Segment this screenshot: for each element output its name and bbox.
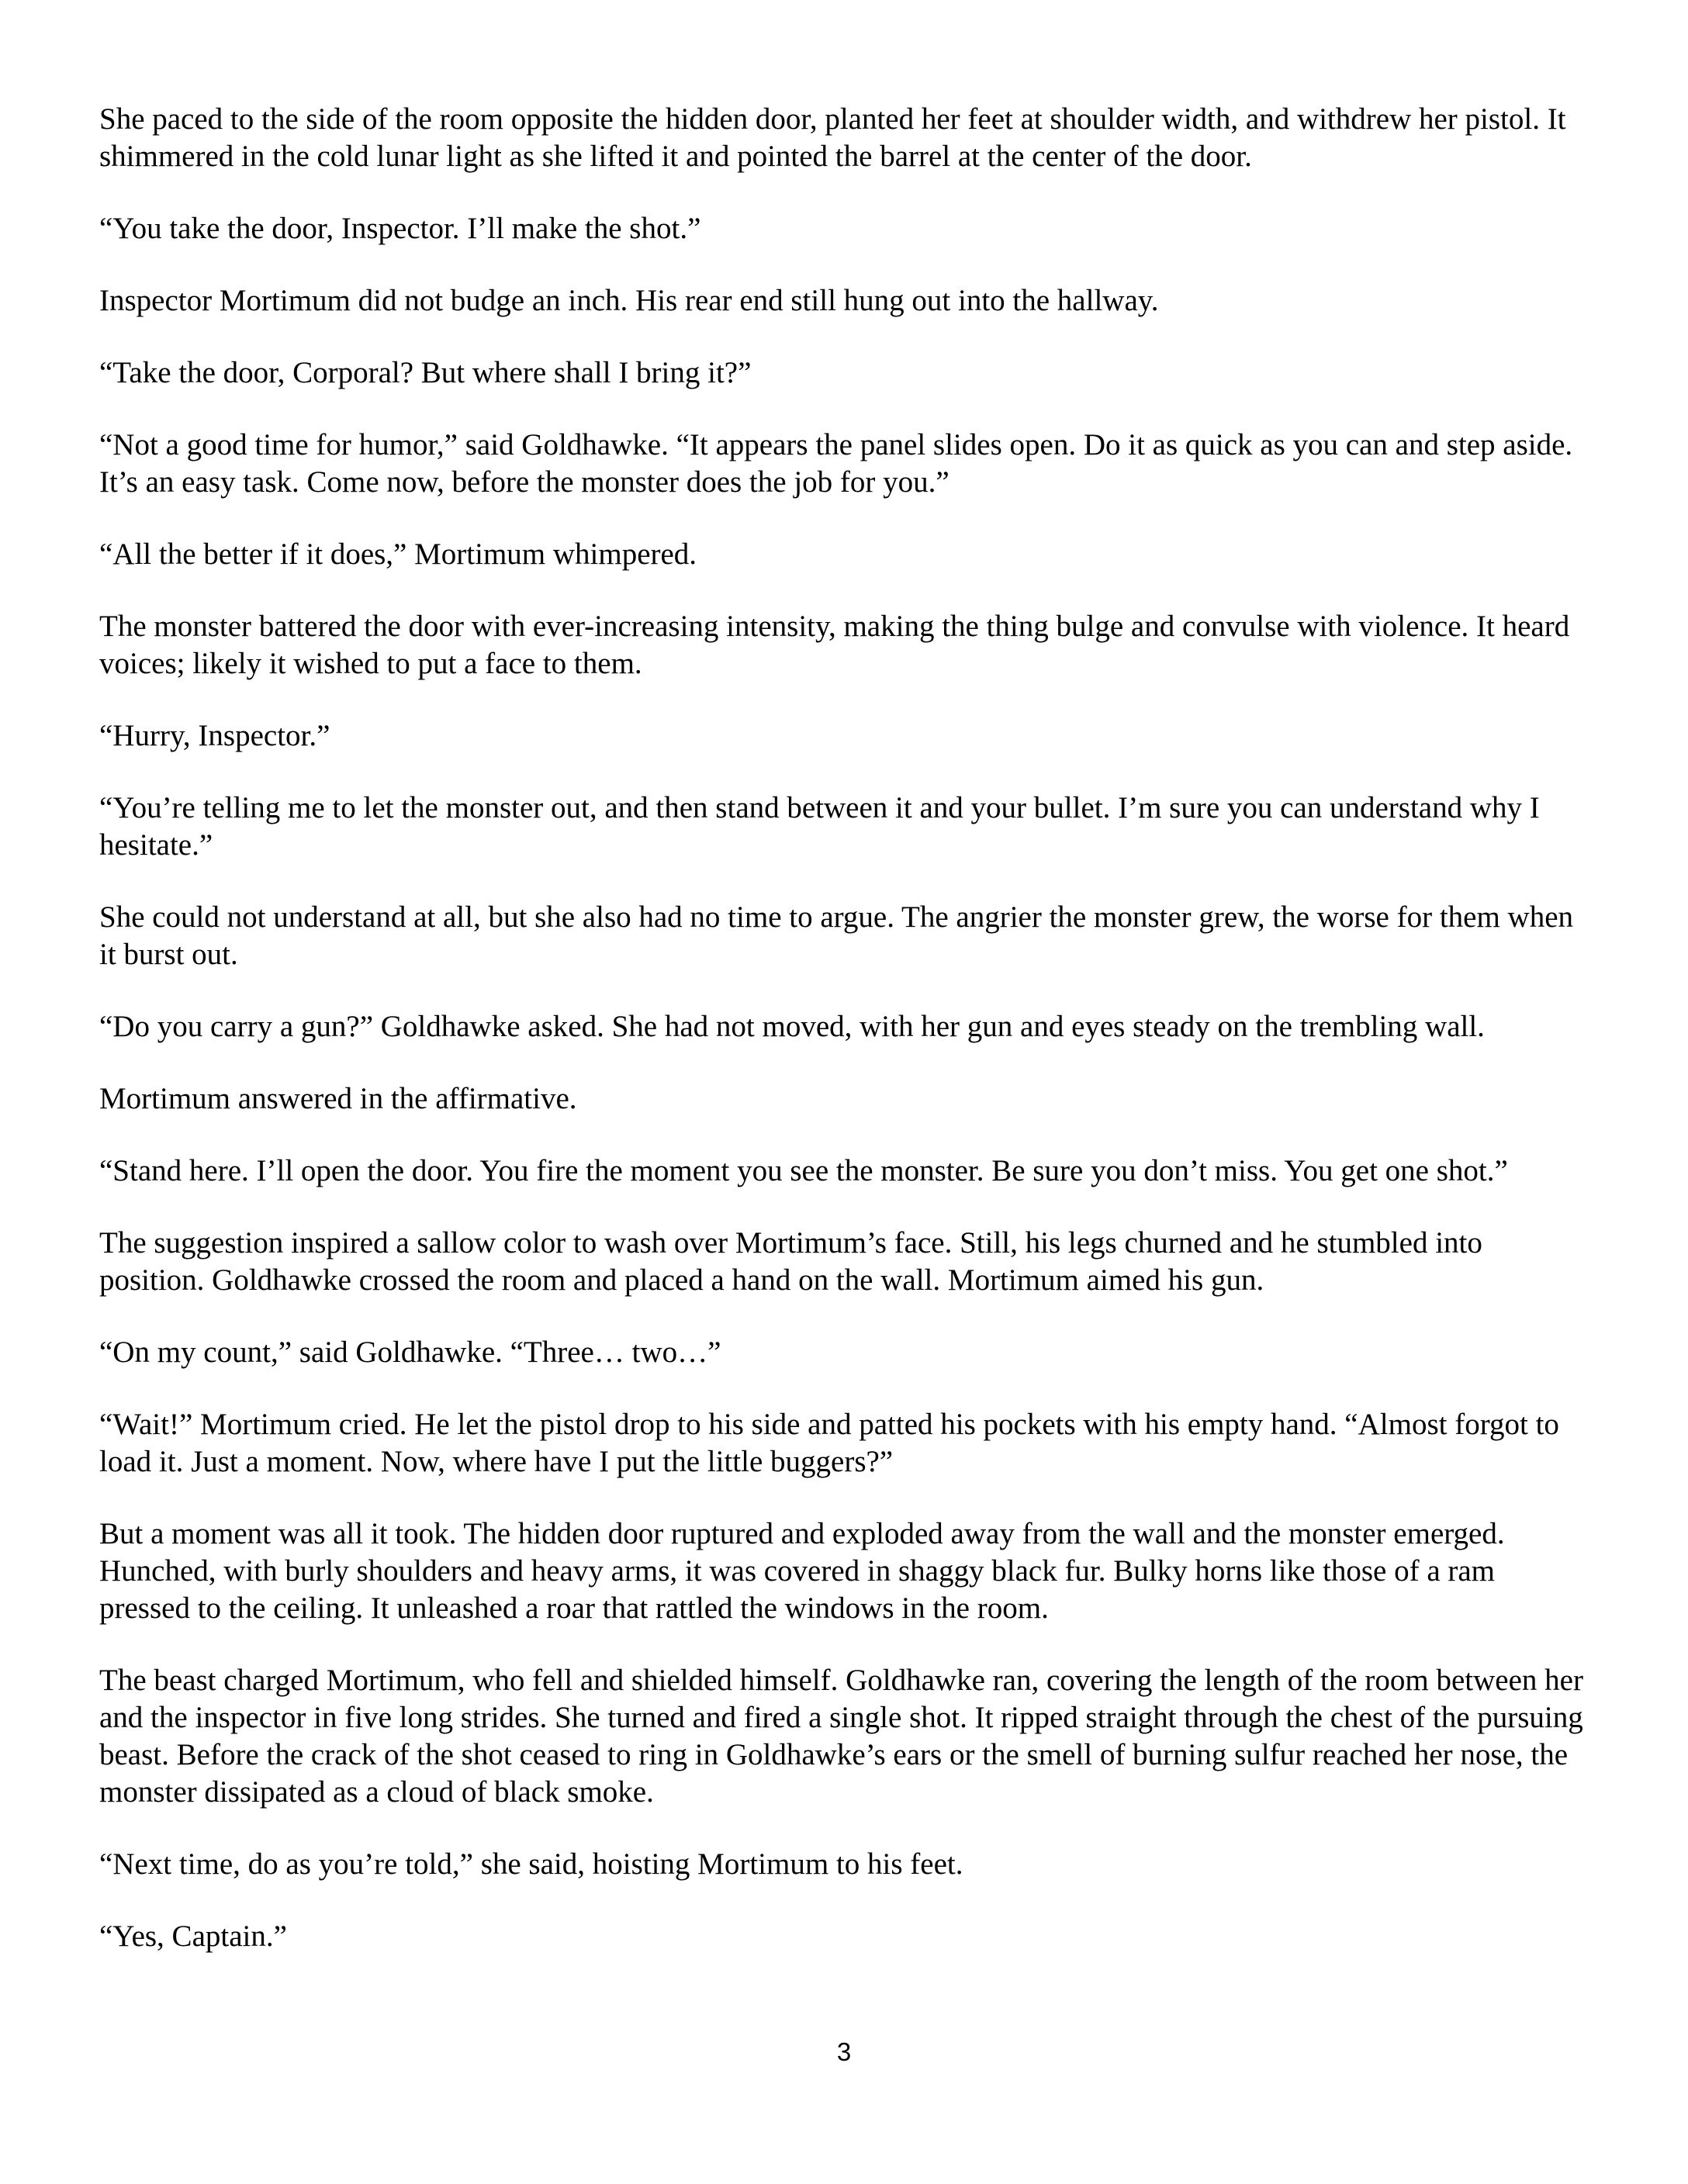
paragraph: Mortimum answered in the affirmative. <box>99 1082 577 1115</box>
body-text <box>99 101 1589 1955</box>
paragraph: “You take the door, Inspector. I’ll make the shot.” <box>99 212 701 245</box>
paragraph: “Wait!” Mortimum cried. He let the pistol drop to his side and patted his pockets with his empty hand. “Almost forgot to load it. Just a moment. Now, where have I put the little buggers?” <box>99 1408 1559 1478</box>
paragraph: “Next time, do as you’re told,” she said, hoisting Mortimum to his feet. <box>99 1847 963 1881</box>
paragraph: She paced to the side of the room opposite the hidden door, planted her feet at shoulder width, and withdrew her pistol. It shimmered in the cold lunar light as she lifted it and pointed the barrel at the center of the door. <box>99 102 1566 173</box>
paragraph: The suggestion inspired a sallow color to wash over Mortimum’s face. Still, his legs churned and he stumbled into position. Goldhawke crossed the room and placed a hand on the wall. Mortimum aimed his gun. <box>99 1226 1482 1297</box>
paragraph: The monster battered the door with ever-increasing intensity, making the thing bulge and convulse with violence. It heard voices; likely it wished to put a face to them. <box>99 610 1570 680</box>
paragraph: “Yes, Captain.” <box>99 1920 287 1953</box>
paragraph: “All the better if it does,” Mortimum whimpered. <box>99 537 697 571</box>
paragraph: “Stand here. I’ll open the door. You fire the moment you see the monster. Be sure you don’t miss. You get one shot.” <box>99 1154 1508 1187</box>
page-number: 3 <box>836 2037 852 2066</box>
paragraph: “Do you carry a gun?” Goldhawke asked. She had not moved, with her gun and eyes steady on the trembling wall. <box>99 1010 1485 1043</box>
paragraph: “On my count,” said Goldhawke. “Three… two…” <box>99 1336 721 1369</box>
paragraph: But a moment was all it took. The hidden door ruptured and exploded away from the wall and the monster emerged. Hunched, with burly shoulders and heavy arms, it was covered in shaggy black fur. Bulky horns like those of a ram pressed to the ceiling. It unleashed a roar that rattled the windows in the room. <box>99 1517 1505 1625</box>
paragraph: The beast charged Mortimum, who fell and shielded himself. Goldhawke ran, covering the length of the room between her and the inspector in five long strides. She turned and fired a single shot. It ripped straight through the chest of the pursuing beast. Before the crack of the shot ceased to ring in Goldhawke’s ears or the smell of burning sulfur reached her nose, the monster dissipated as a cloud of black smoke. <box>99 1664 1583 1809</box>
paragraph: Inspector Mortimum did not budge an inch. His rear end still hung out into the hallway. <box>99 284 1159 317</box>
paragraph: She could not understand at all, but she also had no time to argue. The angrier the monster grew, the worse for them when it burst out. <box>99 900 1574 971</box>
paragraph: “Not a good time for humor,” said Goldhawke. “It appears the panel slides open. Do it as quick as you can and step aside. It’s an easy task. Come now, before the monster does the job for you.” <box>99 428 1573 499</box>
paragraph: “Take the door, Corporal? But where shall I bring it?” <box>99 356 752 389</box>
paragraph: “You’re telling me to let the monster out, and then stand between it and your bullet. I’m sure you can understand why I hesitate.” <box>99 791 1540 862</box>
paragraph: “Hurry, Inspector.” <box>99 719 330 752</box>
